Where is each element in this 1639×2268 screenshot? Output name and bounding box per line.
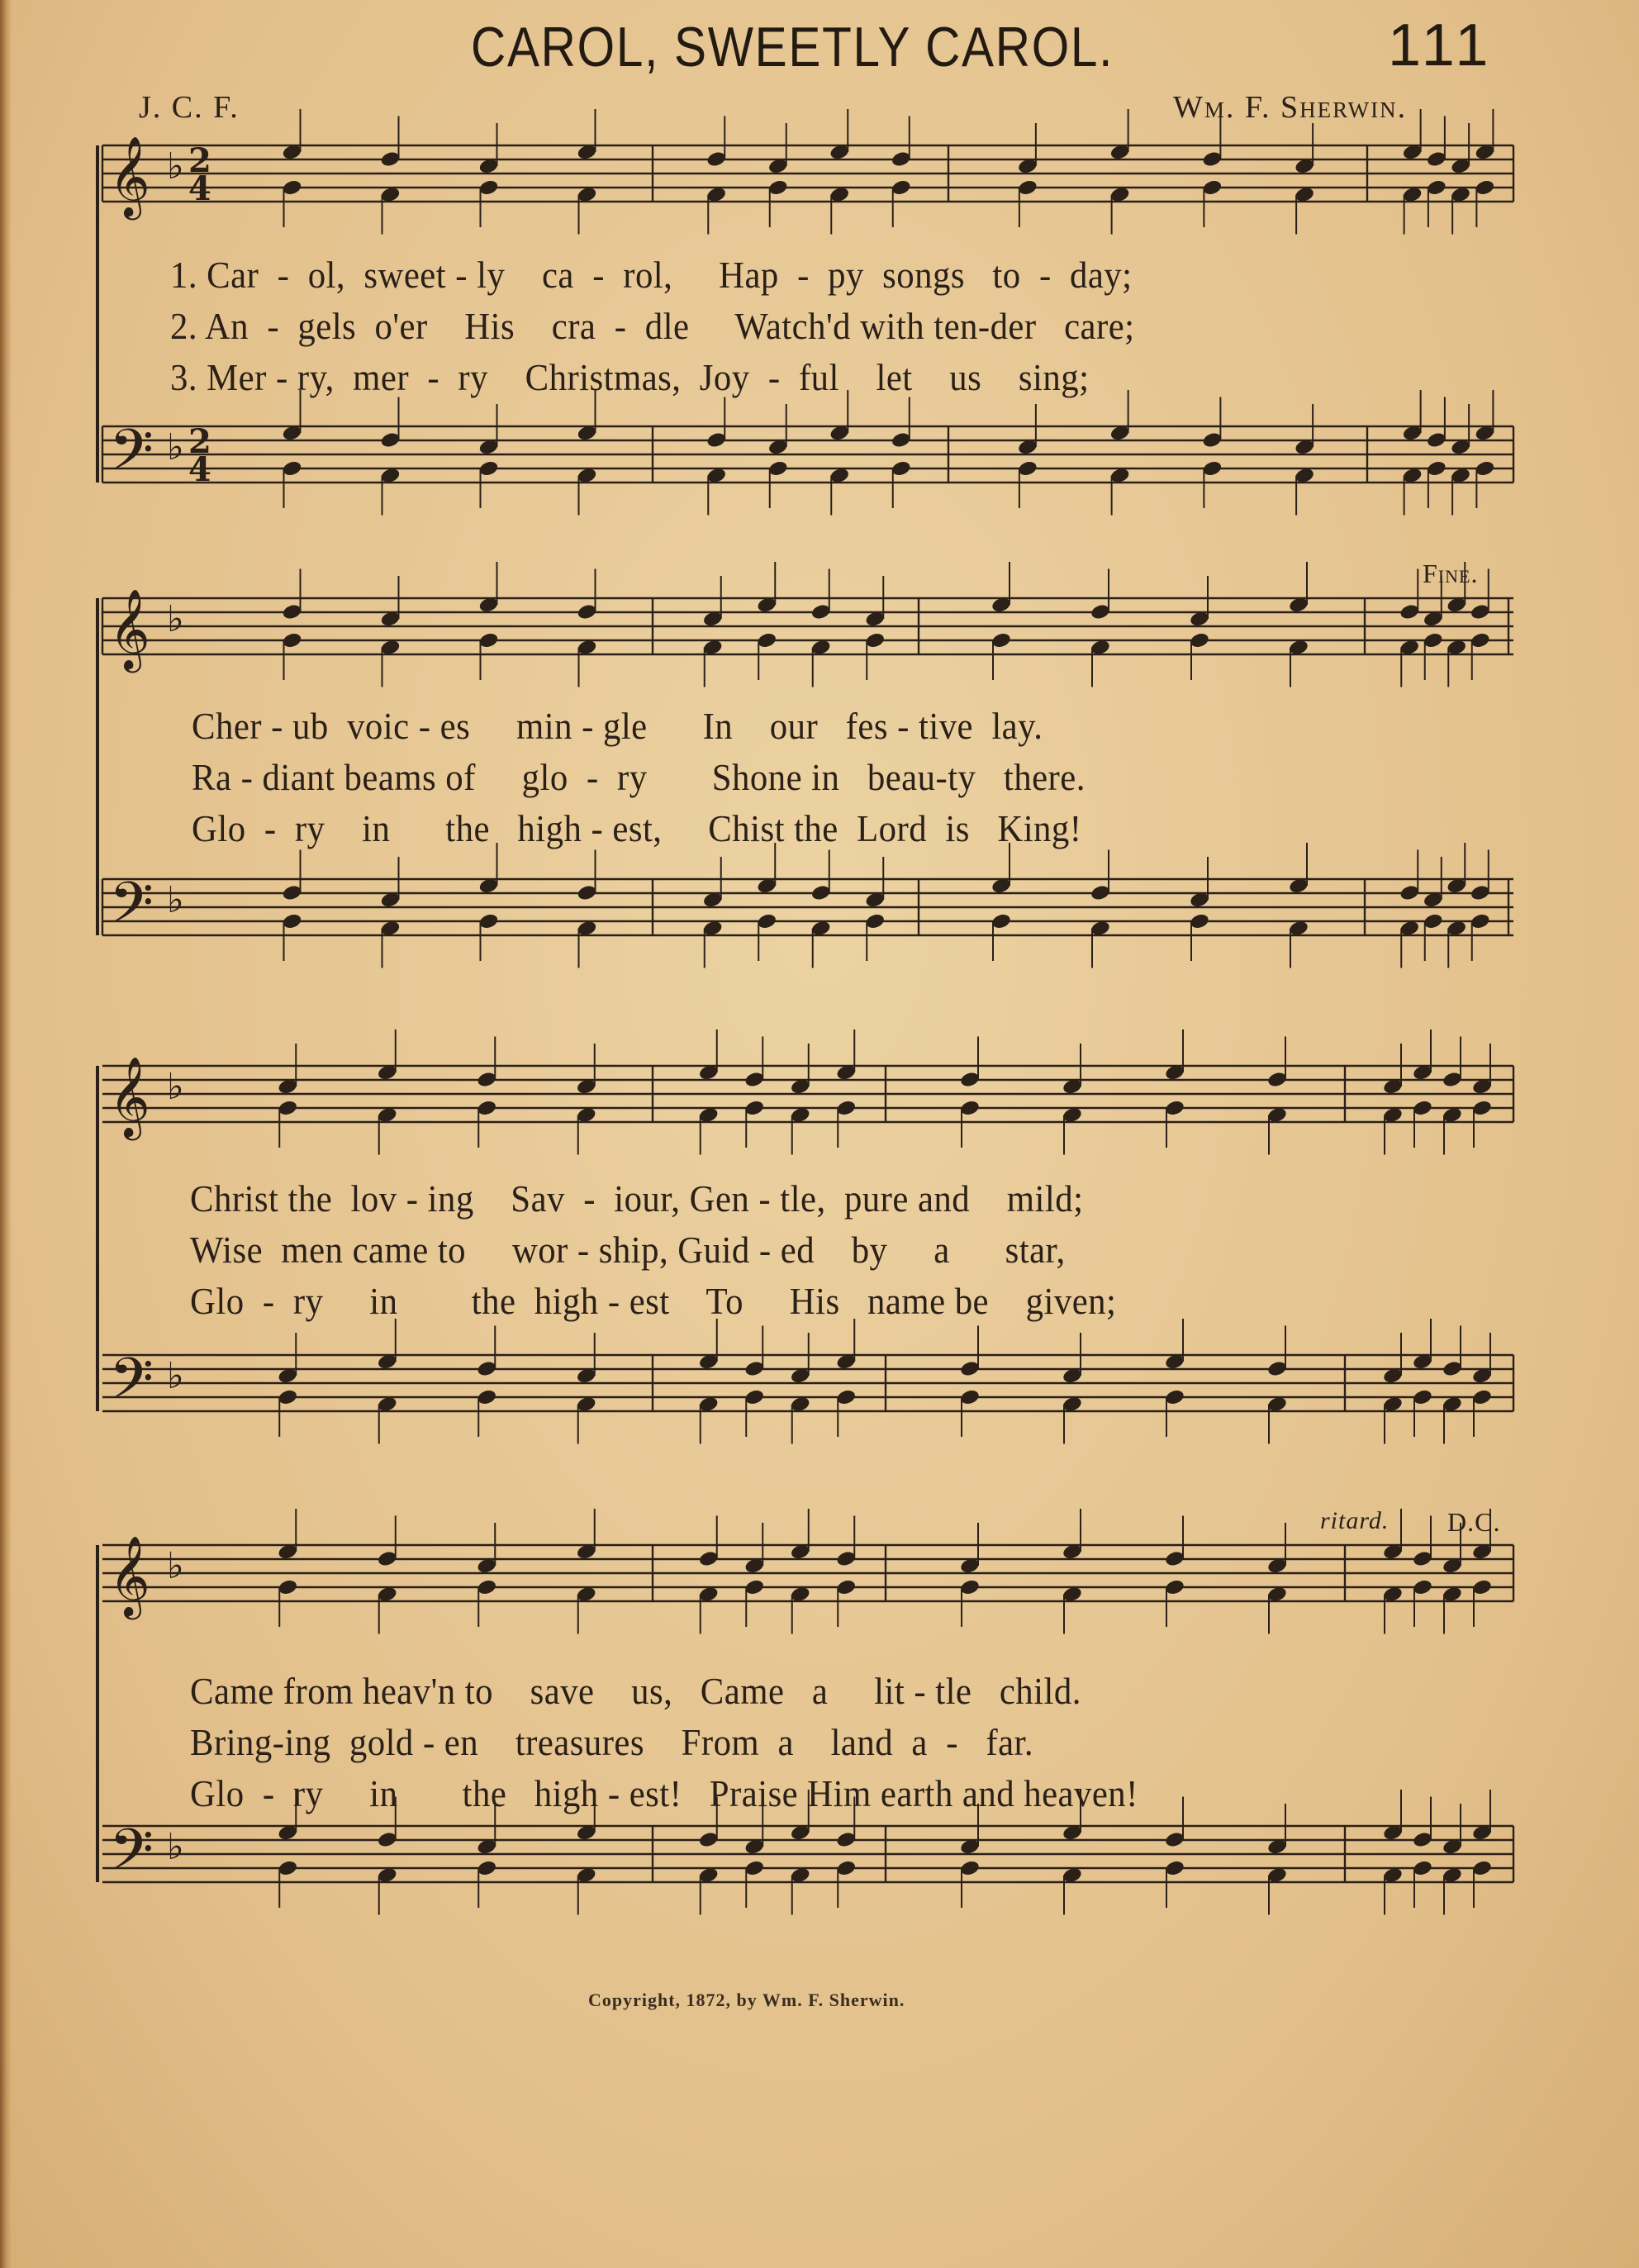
flat-sign-icon: ♭ xyxy=(167,426,184,468)
lyric-line-verse-2: 2. An - gels o'er His cra - dle Watch'd with ten-der care; xyxy=(170,305,1135,347)
flat-sign-icon: ♭ xyxy=(167,1826,184,1868)
bass-clef-icon: 𝄢 xyxy=(109,1816,154,1897)
treble-clef-icon: 𝄞 xyxy=(109,1056,150,1137)
time-signature: 2 xyxy=(188,422,211,461)
dc-marking: D.C. xyxy=(1447,1507,1501,1537)
flat-sign-icon: ♭ xyxy=(167,1355,184,1397)
bass-clef-icon: 𝄢 xyxy=(109,1345,154,1426)
treble-clef-icon: 𝄞 xyxy=(109,136,150,216)
lyric-line-verse-2: Wise men came to wor - ship, Guid - ed by a star, xyxy=(190,1229,1066,1271)
lyric-line-verse-3: Glo - ry in the high - est, Chist the Lord is King! xyxy=(192,807,1082,849)
lyric-line-verse-3: Glo - ry in the high - est To His name be given; xyxy=(190,1280,1117,1322)
lyric-line-verse-3: 3. Mer - ry, mer - ry Christmas, Joy - ful let us sing; xyxy=(170,356,1090,398)
copyright-notice: Copyright, 1872, by Wm. F. Sherwin. xyxy=(588,1990,905,2010)
fine-marking: Fine. xyxy=(1423,559,1479,588)
time-signature: 4 xyxy=(188,169,211,208)
bass-clef-icon: 𝄢 xyxy=(109,416,154,497)
page-number: 111 xyxy=(1388,12,1494,78)
lyric-line-verse-2: Bring-ing gold - en treasures From a land a - far. xyxy=(190,1721,1034,1763)
composer-credit: Wm. F. Sherwin. xyxy=(1173,90,1408,125)
flat-sign-icon: ♭ xyxy=(167,1545,184,1587)
lyricist-credit: J. C. F. xyxy=(139,90,240,125)
lyric-line-verse-1: 1. Car - ol, sweet - ly ca - rol, Hap - py songs to - day; xyxy=(170,254,1133,296)
ritard-marking: ritard. xyxy=(1320,1507,1390,1534)
time-signature: 4 xyxy=(188,450,211,489)
bass-clef-icon: 𝄢 xyxy=(109,869,154,950)
lyric-line-verse-1: Christ the lov - ing Sav - iour, Gen - tle, pure and mild; xyxy=(190,1177,1084,1220)
lyric-line-verse-2: Ra - diant beams of glo - ry Shone in beau-ty there. xyxy=(192,756,1086,798)
treble-clef-icon: 𝄞 xyxy=(109,588,150,669)
flat-sign-icon: ♭ xyxy=(167,1066,184,1108)
hymn-title: CAROL, SWEETLY CAROL. xyxy=(471,16,1114,78)
time-signature: 2 xyxy=(188,141,211,180)
lyric-line-verse-1: Cher - ub voic - es min - gle In our fes - tive lay. xyxy=(192,705,1043,747)
lyric-line-verse-1: Came from heav'n to save us, Came a lit - tle child. xyxy=(190,1670,1081,1712)
flat-sign-icon: ♭ xyxy=(167,879,184,921)
flat-sign-icon: ♭ xyxy=(167,598,184,640)
lyric-line-verse-3: Glo - ry in the high - est! Praise Him earth and heaven! xyxy=(190,1772,1138,1814)
flat-sign-icon: ♭ xyxy=(167,145,184,188)
treble-clef-icon: 𝄞 xyxy=(109,1535,150,1616)
